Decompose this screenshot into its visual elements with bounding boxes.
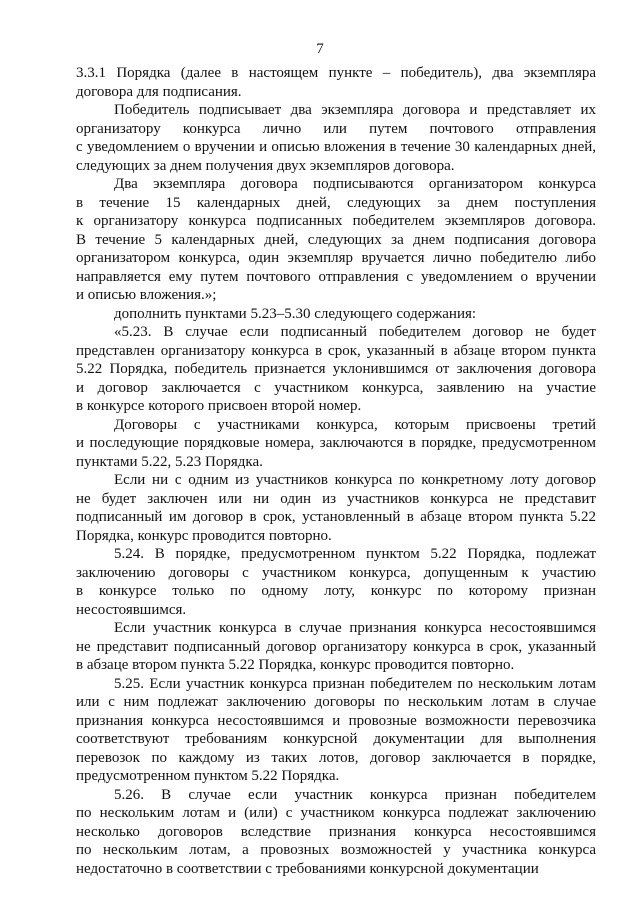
text-line: дополнить пунктами 5.23–5.30 следующего содержания: bbox=[114, 305, 477, 322]
text-line: по нескольким лотам, а провозных возможностей у участника конкурса bbox=[76, 842, 596, 858]
text-line: 5.25. Если участник конкурса признан победителем по нескольким лотам bbox=[114, 675, 596, 692]
text-line: Если ни с одним из участников конкурса по конкретному лоту договор bbox=[114, 472, 596, 488]
text-line: «5.23. В случае если подписанный победителем договор не будет bbox=[114, 324, 596, 340]
paragraph bbox=[76, 323, 596, 416]
text-line: направляется ему путем почтового отправления с уведомлением о вручении bbox=[76, 268, 596, 285]
document-body bbox=[76, 64, 596, 878]
paragraph bbox=[76, 175, 596, 305]
text-line: признания конкурса несостоявшимся и провозные возможности перевозчика bbox=[76, 712, 596, 729]
text-line: организатору конкурса лично или путем почтового отправления bbox=[76, 120, 596, 137]
paragraph bbox=[76, 786, 596, 879]
text-line: Победитель подписывает два экземпляра договора и представляет их bbox=[114, 102, 596, 118]
paragraph bbox=[76, 619, 596, 675]
text-line: не будет заключен или ни один из участников конкурса не представит bbox=[76, 490, 596, 507]
paragraph bbox=[76, 675, 596, 786]
text-line: предусмотренном пунктом 5.22 Порядка. bbox=[76, 768, 340, 784]
paragraph bbox=[76, 471, 596, 545]
text-line: подписанный им договор в срок, установленный в абзаце втором пункта 5.22 bbox=[76, 509, 596, 525]
text-line: к организатору конкурса подписанных победителем экземпляров договора. bbox=[76, 213, 596, 229]
text-line: в конкурсе только по одному лоту, конкурс по которому признан bbox=[76, 583, 596, 599]
text-line: Договоры с участниками конкурса, которым присвоены третий bbox=[114, 416, 596, 433]
text-line: или с ним подлежат заключению договоры по нескольким лотам в случае bbox=[76, 694, 596, 710]
text-line: Два экземпляра договора подписываются организатором конкурса bbox=[114, 176, 596, 192]
text-line: по нескольким лотам и (или) с участником конкурса подлежат заключению bbox=[76, 805, 596, 821]
page-number: 7 bbox=[316, 41, 324, 57]
text-line: 5.22 Порядка, победитель признается уклонившимся от заключения договора bbox=[76, 361, 596, 377]
text-line: организатором конкурса, один экземпляр вручается лично победителю либо bbox=[76, 250, 596, 266]
text-line: В течение 5 календарных дней, следующих за днем подписания договора bbox=[76, 231, 596, 248]
paragraph bbox=[76, 305, 596, 324]
text-line: не представит подписанный договор организатору конкурса в срок, указанный bbox=[76, 638, 596, 655]
text-line: пунктами 5.22, 5.23 Порядка. bbox=[76, 453, 263, 470]
text-line: и договор заключается с участником конкурса, заявлению на участие bbox=[76, 379, 596, 396]
text-line: Если участник конкурса в случае признания конкурса несостоявшимся bbox=[114, 620, 596, 636]
paragraph bbox=[76, 64, 596, 101]
text-line: и последующие порядковые номера, заключаются в порядке, предусмотренном bbox=[76, 435, 596, 451]
text-line: в абзаце втором пункта 5.22 Порядка, конкурс проводится повторно. bbox=[76, 657, 515, 673]
text-line: Порядка, конкурс проводится повторно. bbox=[76, 527, 332, 544]
text-line: несколько договоров вследствие признания конкурса несостоявшимся bbox=[76, 823, 596, 840]
paragraph bbox=[76, 101, 596, 175]
text-line: перевозок по каждому из таких лотов, договор заключается в порядке, bbox=[76, 749, 596, 766]
text-line: с уведомлением о вручении и описью вложения в течение 30 календарных дней, bbox=[76, 139, 596, 155]
paragraph bbox=[76, 545, 596, 619]
text-line: 3.3.1 Порядка (далее в настоящем пункте – победитель), два экземпляра bbox=[76, 65, 596, 81]
text-line: в течение 15 календарных дней, следующих за днем поступления bbox=[76, 194, 596, 211]
text-line: несостоявшимся. bbox=[76, 601, 187, 618]
text-line: соответствуют требованиям конкурсной документации для выполнения bbox=[76, 731, 596, 747]
text-line: следующих за днем получения двух экземпляров договора. bbox=[76, 157, 455, 174]
text-line: договора для подписания. bbox=[76, 83, 242, 100]
text-line: недостаточно в соответствии с требованиями конкурсной документации bbox=[76, 860, 539, 877]
text-line: заключению договоры с участником конкурса, допущенным к участию bbox=[76, 564, 596, 581]
text-line: 5.26. В случае если участник конкурса признан победителем bbox=[114, 786, 596, 803]
text-line: представлен организатору конкурса в срок, указанный в абзаце втором пункта bbox=[76, 342, 596, 359]
paragraph bbox=[76, 416, 596, 472]
text-line: и описью вложения.»; bbox=[76, 287, 217, 303]
text-line: в конкурсе которого присвоен второй номер. bbox=[76, 398, 362, 414]
text-line: 5.24. В порядке, предусмотренном пунктом 5.22 Порядка, подлежат bbox=[114, 546, 596, 562]
